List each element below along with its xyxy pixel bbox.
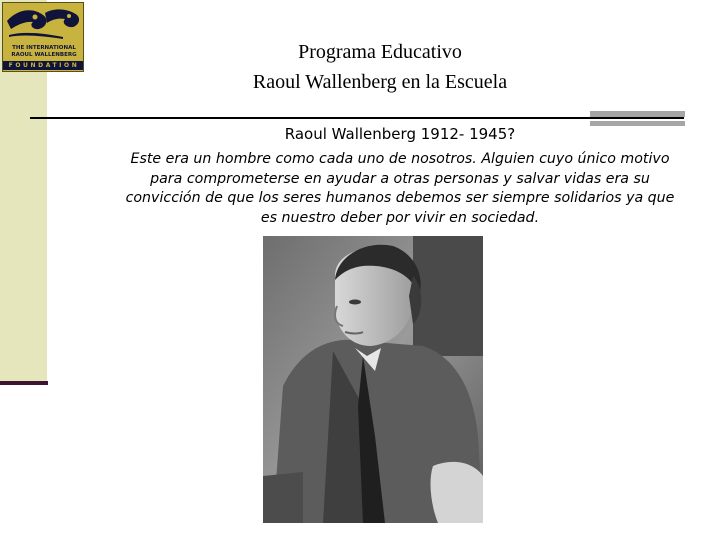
slide-paragraph: Este era un hombre como cada uno de nosotros. Alguien cuyo único motivo para comprometerse en ayudar a otras personas y salvar vidas era su convicción de que los seres humanos debemos ser siempre solidarios ya que es nuestro deber por vivir en sociedad. <box>125 151 675 226</box>
page-title-line-1: Programa Educativo <box>298 41 462 63</box>
page-title-line-2: Raoul Wallenberg en la Escuela <box>252 71 508 93</box>
logo-line-2: RAOUL WALLENBERG <box>11 52 77 58</box>
foundation-logo <box>2 2 84 72</box>
slide-subtitle: Raoul Wallenberg 1912- 1945? <box>284 125 516 143</box>
foundation-logo-icon <box>3 3 84 47</box>
logo-line-3: FOUNDATION <box>3 61 84 70</box>
logo-line-1: THE INTERNATIONAL <box>12 45 76 51</box>
title-rule <box>30 117 684 119</box>
side-band-divider <box>0 381 48 385</box>
portrait-photo <box>263 236 483 523</box>
